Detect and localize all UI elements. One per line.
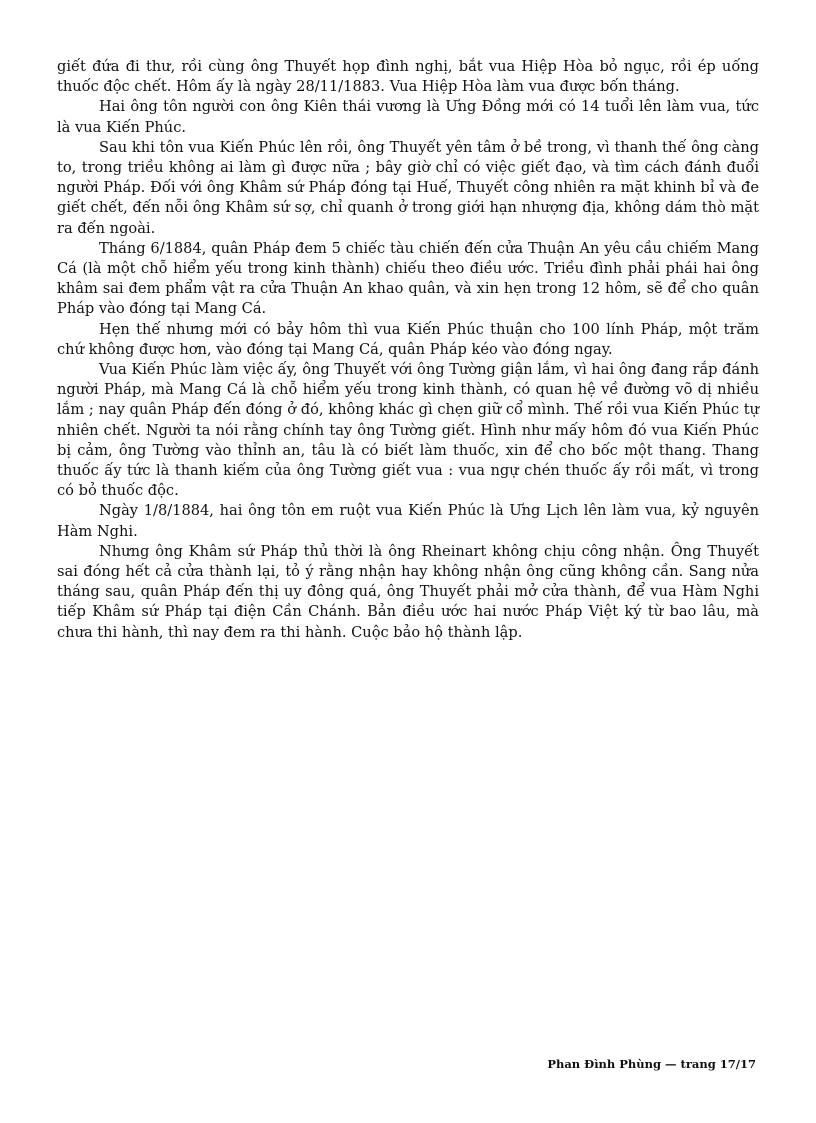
document-body	[57, 57, 759, 643]
paragraph-7: Ngày 1/8/1884, hai ông tôn em ruột vua Kiến Phúc là Ưng Lịch lên làm vua, kỷ nguyên Hàm Nghi.	[57, 502, 759, 540]
paragraph-2: Hai ông tôn người con ông Kiên thái vương là Ưng Đồng mới có 14 tuổi lên làm vua, tức là vua Kiến Phúc.	[57, 98, 759, 136]
page-footer: Phan Đình Phùng — trang 17/17	[547, 1057, 756, 1071]
paragraph-1: giết đứa đi thư, rồi cùng ông Thuyết họp đình nghị, bắt vua Hiệp Hòa bỏ ngục, rồi ép uống thuốc độc chết. Hôm ấy là ngày 28/11/1883. Vua Hiệp Hòa làm vua được bốn tháng.	[57, 58, 759, 96]
paragraph-5: Hẹn thế nhưng mới có bảy hôm thì vua Kiến Phúc thuận cho 100 lính Pháp, một trăm chứ không được hơn, vào đóng tại Mang Cá, quân Pháp kéo vào đóng ngay.	[57, 320, 759, 358]
paragraph-3: Sau khi tôn vua Kiến Phúc lên rồi, ông Thuyết yên tâm ở bề trong, vì thanh thế ông càng to, trong triều không ai làm gì được nữa ; bây giờ chỉ có việc giết đạo, và tìm cách đánh đuổi người Pháp. Đối với ông Khâm sứ Pháp đóng tại Huế, Thuyết công nhiên ra mặt khinh bỉ và đe giết chết, đến nỗi ông Khâm sứ sợ, chỉ quanh ở trong giới hạn nhượng địa, không dám thò mặt ra đến ngoài.	[57, 138, 759, 237]
paragraph-8: Nhưng ông Khâm sứ Pháp thủ thời là ông Rheinart không chịu công nhận. Ông Thuyết sai đóng hết cả cửa thành lại, tỏ ý rằng nhận hay không nhận ông cũng không cần. Sang nửa tháng sau, quân Pháp đến thị uy đông quá, ông Thuyết phải mở cửa thành, để vua Hàm Nghi tiếp Khâm sứ Pháp tại điện Cần Chánh. Bản điều ước hai nước Pháp Việt ký từ bao lâu, mà chưa thi hành, thì nay đem ra thi hành. Cuộc bảo hộ thành lập.	[57, 542, 759, 641]
paragraph-6: Vua Kiến Phúc làm việc ấy, ông Thuyết với ông Tường giận lắm, vì hai ông đang rắp đánh người Pháp, mà Mang Cá là chỗ hiểm yếu trong kinh thành, có quan hệ về đường võ dị nhiều lắm ; nay quân Pháp đến đóng ở đó, không khác gì chẹn giữ cổ mình. Thế rồi vua Kiến Phúc tự nhiên chết. Người ta nói rằng chính tay ông Tường giết. Hình như mấy hôm đó vua Kiến Phúc bị cảm, ông Tường vào thỉnh an, tâu là có biết làm thuốc, xin để cho bốc một thang. Thang thuốc ấy tức là thanh kiếm của ông Tường giết vua : vua ngự chén thuốc ấy rồi mất, vì trong có bỏ thuốc độc.	[57, 361, 759, 500]
paragraph-4: Tháng 6/1884, quân Pháp đem 5 chiếc tàu chiến đến cửa Thuận An yêu cầu chiếm Mang Cá (là một chỗ hiểm yếu trong kinh thành) chiếu theo điều ước. Triều đình phải phái hai ông khâm sai đem phẩm vật ra cửa Thuận An khao quân, và xin hẹn trong 12 hôm, sẽ để cho quân Pháp vào đóng tại Mang Cá.	[57, 239, 759, 318]
